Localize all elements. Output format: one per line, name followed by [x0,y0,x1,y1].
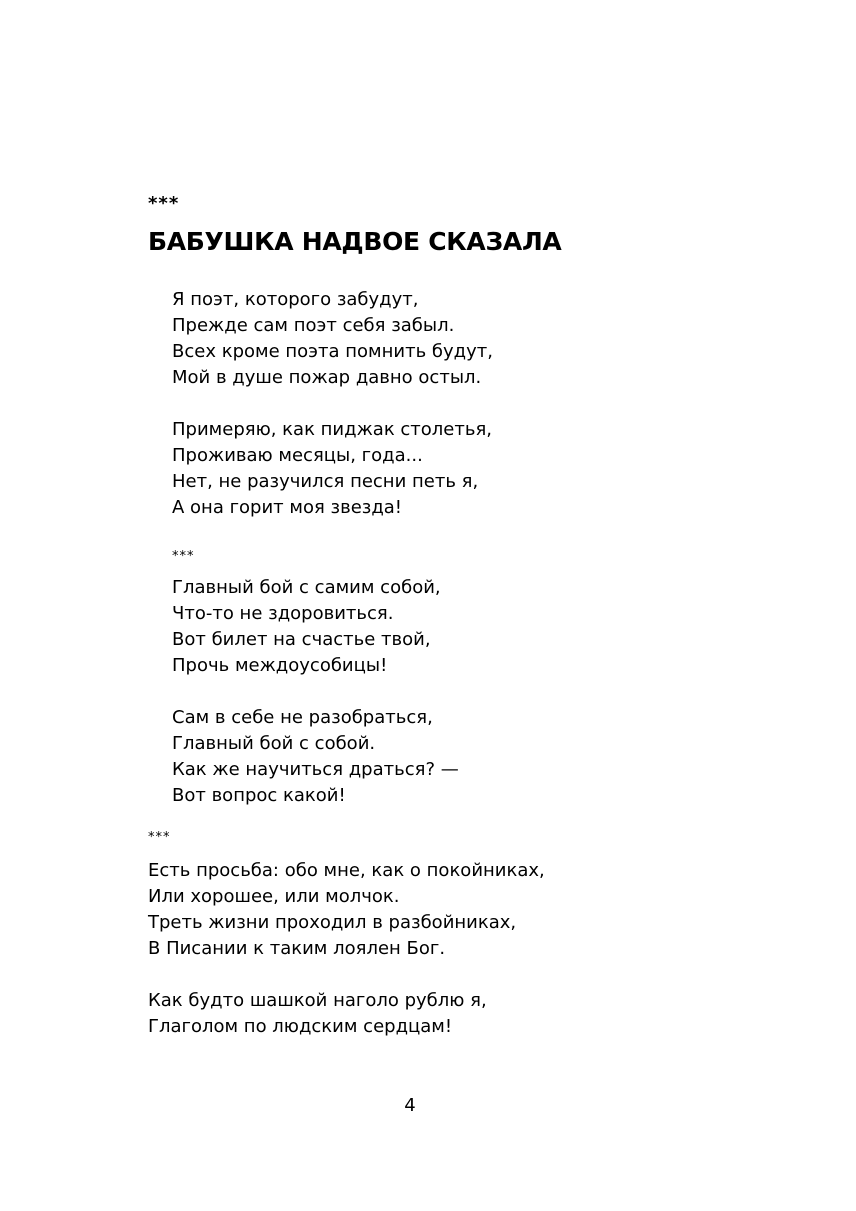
verse-line: Как будто шашкой наголо рублю я, [148,990,487,1011]
poem-3-stanza-2 [148,988,545,1040]
verse-line: Прежде сам поэт себя забыл. [172,315,455,336]
poem-2 [172,549,459,809]
verse-line: Как же научиться драться? — [172,759,459,780]
poem-1 [172,287,493,521]
poem-3-stanza-1 [148,858,545,962]
page-title: БАБУШКА НАДВОЕ СКАЗАЛА [148,227,562,256]
verse-line: А она горит моя звезда! [172,497,403,518]
poem-separator: *** [148,830,171,845]
verse-line: Главный бой с самим собой, [172,577,441,598]
verse-line: Что-то не здоровиться. [172,603,394,624]
verse-line: В Писании к таким лоялен Бог. [148,938,446,959]
verse-line: Сам в себе не разобраться, [172,707,433,728]
verse-line: Прочь междоусобицы! [172,655,388,676]
verse-line: Есть просьба: обо мне, как о покойниках, [148,860,545,881]
poem-separator: *** [172,549,195,564]
verse-line: Я поэт, которого забудут, [172,289,419,310]
section-mark: *** [148,193,180,214]
verse-line: Мой в душе пожар давно остыл. [172,367,482,388]
verse-line: Примеряю, как пиджак столетья, [172,419,493,440]
verse-line: Или хорошее, или молчок. [148,886,400,907]
poem-1-stanza-1 [172,287,493,391]
verse-line: Глаголом по людским сердцам! [148,1016,453,1037]
poem-3 [148,830,545,1040]
verse-line: Проживаю месяцы, года... [172,445,423,466]
poem-2-stanza-1 [172,575,459,679]
verse-line: Всех кроме поэта помнить будут, [172,341,493,362]
verse-line: Главный бой с собой. [172,733,376,754]
verse-line: Вот билет на счастье твой, [172,629,431,650]
poem-2-stanza-2 [172,705,459,809]
poem-1-stanza-2 [172,417,493,521]
verse-line: Нет, не разучился песни петь я, [172,471,479,492]
page-number: 4 [404,1095,416,1116]
verse-line: Треть жизни проходил в разбойниках, [148,912,517,933]
verse-line: Вот вопрос какой! [172,785,346,806]
